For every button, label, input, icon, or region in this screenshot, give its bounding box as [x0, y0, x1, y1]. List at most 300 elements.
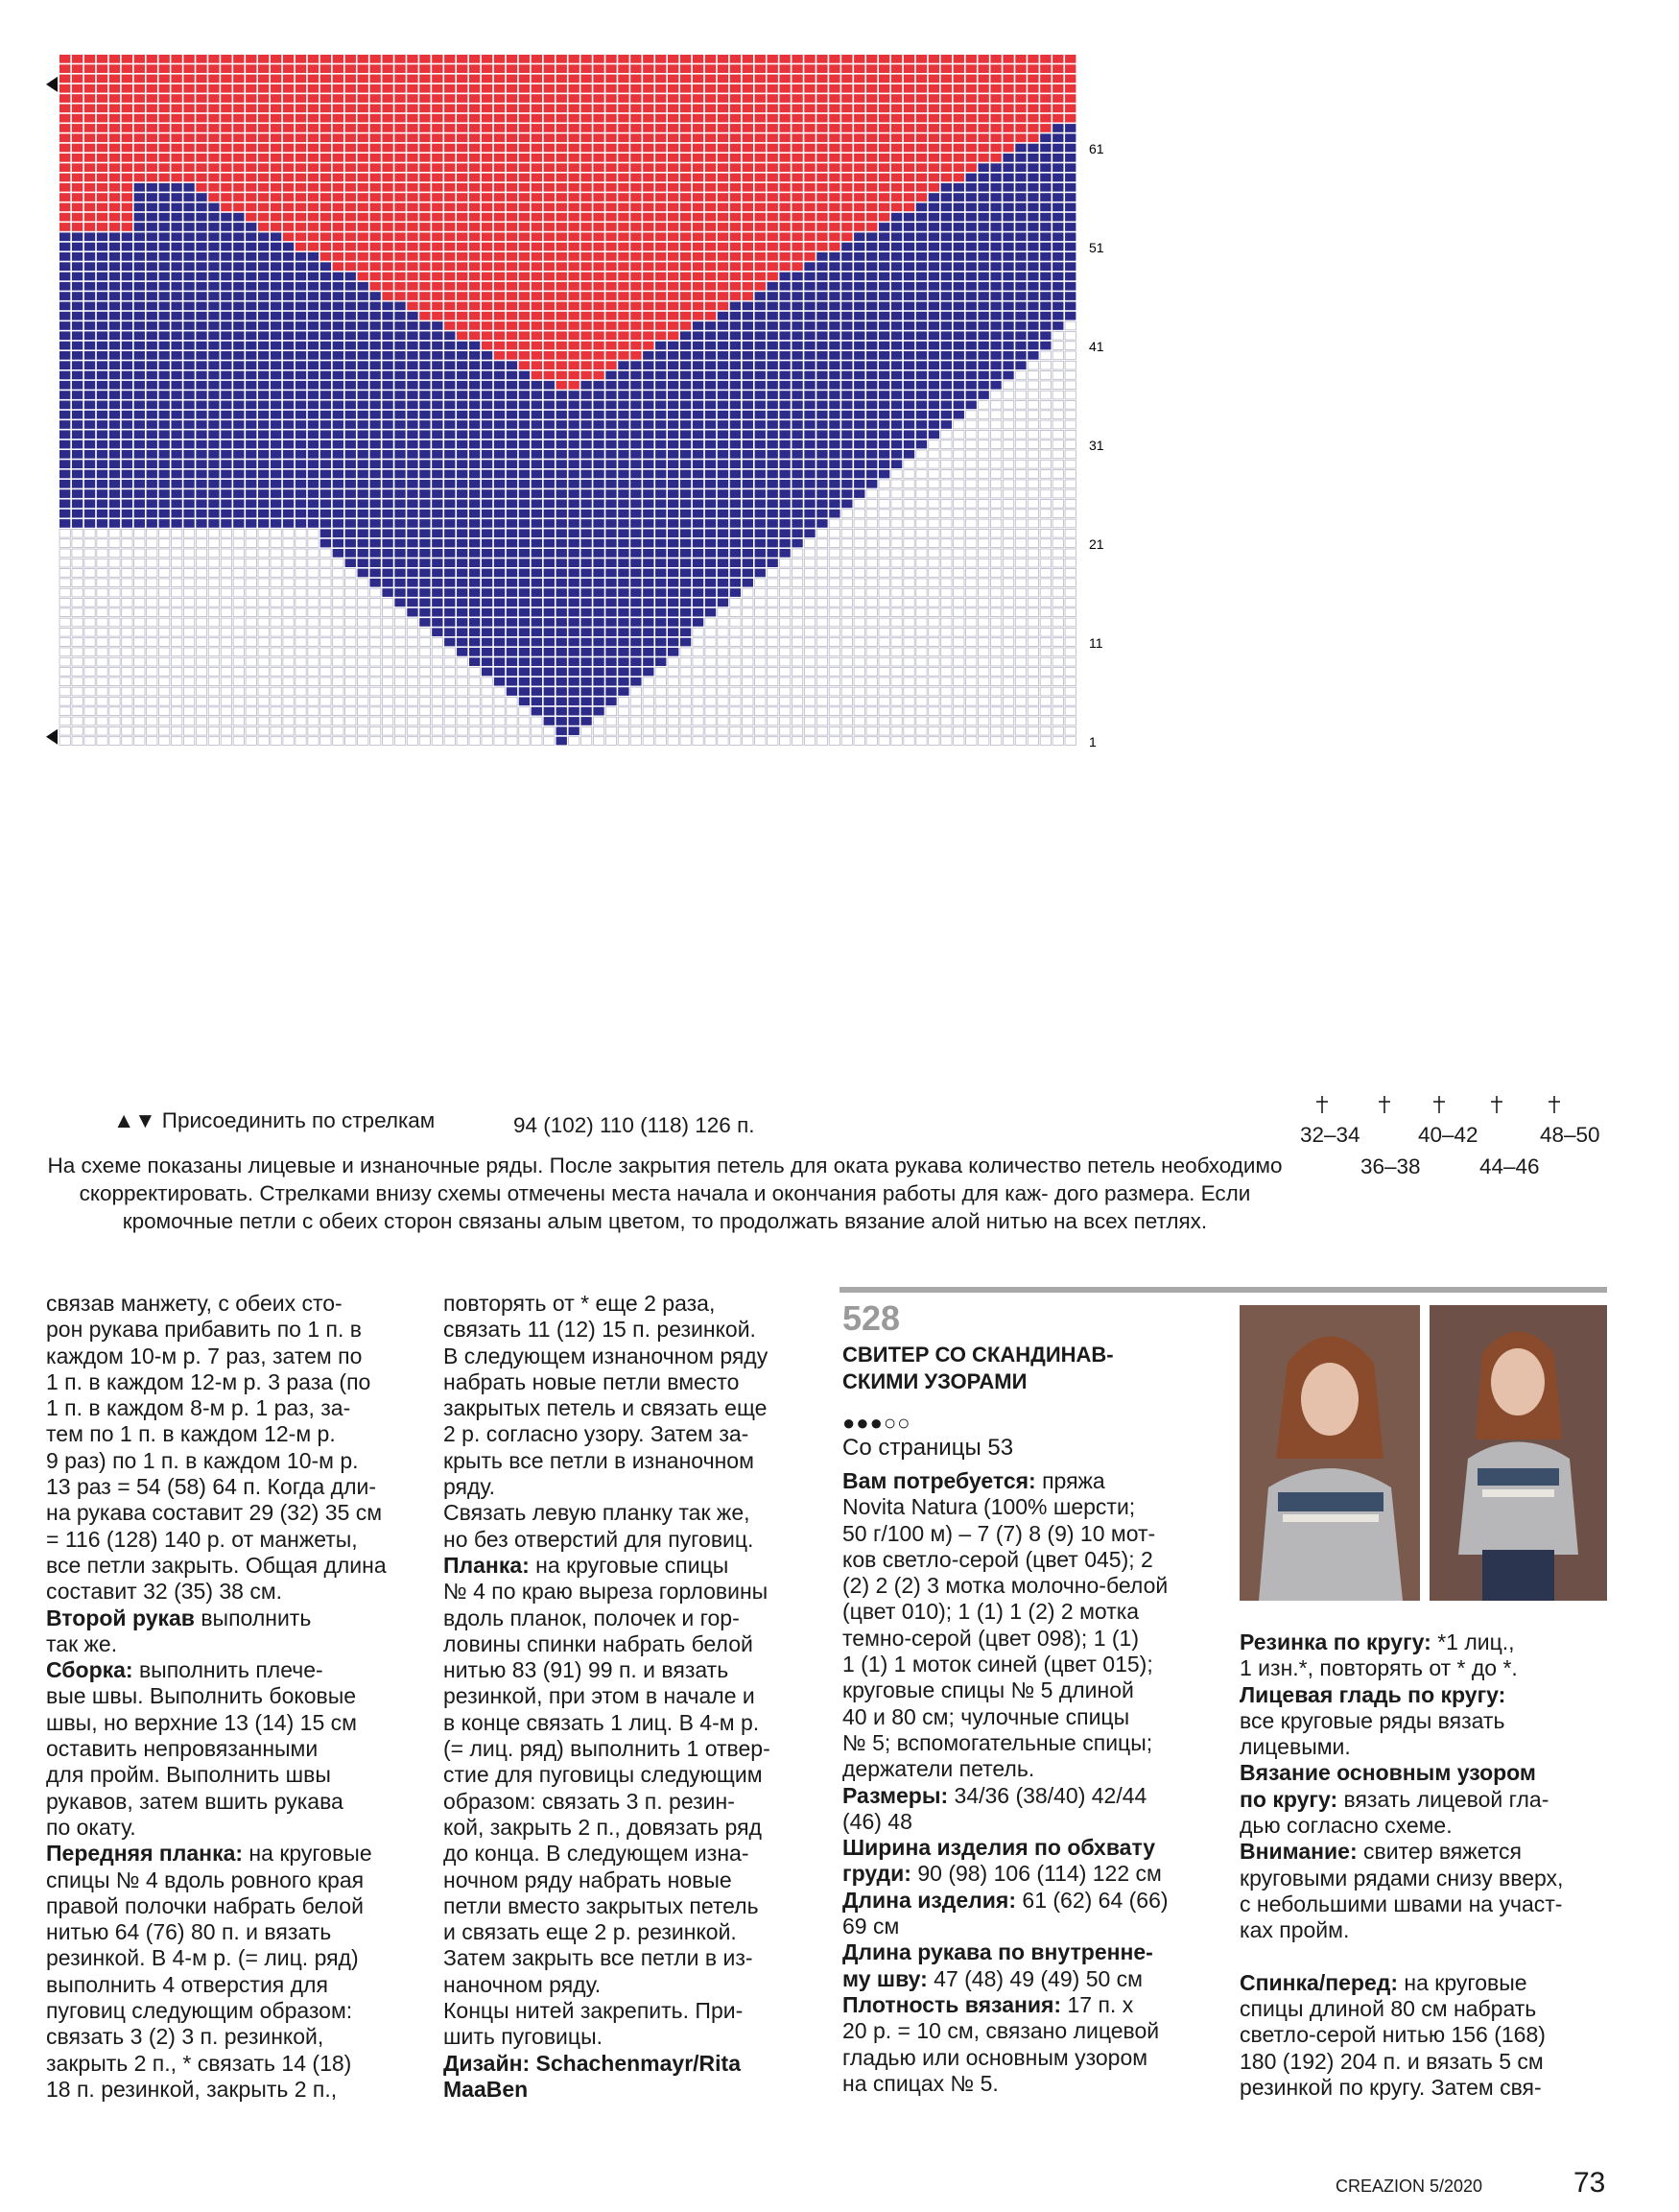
- chart-cell: [109, 262, 120, 271]
- chart-cell: [233, 579, 244, 587]
- chart-cell: [916, 411, 927, 419]
- chart-cell: [978, 529, 988, 537]
- chart-cell: [382, 569, 392, 578]
- chart-cell: [569, 420, 579, 429]
- chart-cell: [580, 232, 591, 241]
- chart-cell: [109, 391, 120, 399]
- chart-cell: [966, 163, 977, 172]
- chart-cell: [879, 539, 889, 548]
- chart-cell: [1003, 183, 1013, 192]
- chart-cell: [668, 371, 678, 380]
- chart-cell: [457, 213, 467, 222]
- chart-cell: [829, 559, 840, 567]
- chart-cell: [1003, 539, 1013, 548]
- chart-cell: [966, 203, 977, 212]
- chart-cell: [705, 539, 716, 548]
- chart-cell: [779, 262, 790, 271]
- chart-cell: [804, 608, 815, 617]
- chart-cell: [779, 94, 790, 103]
- chart-cell: [544, 549, 555, 558]
- chart-cell: [1065, 223, 1076, 231]
- chart-cell: [407, 342, 417, 350]
- chart-cell: [680, 628, 691, 636]
- chart-cell: [1015, 282, 1026, 291]
- chart-cell: [718, 133, 728, 142]
- chart-cell: [544, 262, 555, 271]
- chart-cell: [569, 450, 579, 459]
- chart-cell: [593, 510, 603, 518]
- chart-cell: [382, 510, 392, 518]
- chart-cell: [507, 262, 517, 271]
- chart-cell: [109, 55, 120, 63]
- chart-cell: [271, 411, 281, 419]
- chart-cell: [743, 510, 753, 518]
- chart-cell: [841, 391, 852, 399]
- chart-cell: [1065, 638, 1076, 647]
- chart-cell: [345, 203, 356, 212]
- chart-cell: [556, 500, 567, 509]
- chart-cell: [444, 163, 455, 172]
- chart-cell: [1040, 94, 1051, 103]
- chart-cell: [854, 174, 864, 182]
- chart-cell: [841, 599, 852, 607]
- chart-cell: [457, 163, 467, 172]
- chart-cell: [816, 608, 827, 617]
- chart-cell: [668, 351, 678, 360]
- chart-cell: [730, 391, 741, 399]
- chart-cell: [419, 282, 430, 291]
- chart-cell: [730, 84, 741, 93]
- chart-cell: [369, 529, 380, 537]
- chart-cell: [593, 144, 603, 153]
- chart-cell: [407, 114, 417, 123]
- chart-cell: [693, 342, 703, 350]
- chart-cell: [1028, 440, 1038, 449]
- chart-cell: [271, 529, 281, 537]
- chart-cell: [544, 342, 555, 350]
- chart-cell: [816, 55, 827, 63]
- chart-cell: [966, 312, 977, 321]
- chart-cell: [171, 252, 181, 261]
- chart-cell: [308, 489, 319, 498]
- chart-cell: [84, 124, 95, 132]
- chart-cell: [966, 500, 977, 509]
- chart-cell: [208, 223, 219, 231]
- chart-cell: [519, 163, 530, 172]
- chart-cell: [854, 302, 864, 311]
- chart-cell: [755, 64, 766, 73]
- chart-cell: [792, 510, 802, 518]
- chart-cell: [556, 381, 567, 390]
- chart-cell: [1052, 133, 1063, 142]
- chart-cell: [929, 163, 939, 172]
- chart-cell: [1065, 213, 1076, 222]
- chart-cell: [208, 133, 219, 142]
- chart-cell: [966, 223, 977, 231]
- chart-cell: [556, 648, 567, 656]
- chart-cell: [59, 252, 70, 261]
- chart-cell: [482, 174, 492, 182]
- chart-cell: [730, 282, 741, 291]
- chart-cell: [866, 114, 877, 123]
- chart-cell: [804, 628, 815, 636]
- chart-cell: [271, 470, 281, 479]
- chart-cell: [1028, 282, 1038, 291]
- chart-cell: [345, 391, 356, 399]
- chart-cell: [755, 549, 766, 558]
- chart-cell: [246, 114, 256, 123]
- chart-cell: [929, 124, 939, 132]
- chart-cell: [755, 114, 766, 123]
- chart-cell: [693, 133, 703, 142]
- chart-cell: [1003, 450, 1013, 459]
- chart-cell: [494, 371, 505, 380]
- chart-cell: [593, 163, 603, 172]
- chart-cell: [643, 232, 653, 241]
- chart-cell: [333, 124, 343, 132]
- chart-cell: [296, 55, 306, 63]
- chart-cell: [916, 618, 927, 627]
- chart-cell: [816, 84, 827, 93]
- chart-cell: [159, 302, 170, 311]
- chart-cell: [283, 75, 294, 83]
- chart-cell: [208, 252, 219, 261]
- chart-cell: [743, 331, 753, 340]
- chart-cell: [866, 608, 877, 617]
- chart-cell: [605, 450, 616, 459]
- chart-cell: [221, 411, 231, 419]
- chart-cell: [1028, 84, 1038, 93]
- chart-cell: [147, 342, 157, 350]
- chart-cell: [532, 430, 542, 439]
- chart-cell: [556, 282, 567, 291]
- chart-cell: [432, 243, 442, 251]
- chart-cell: [494, 94, 505, 103]
- chart-cell: [1028, 154, 1038, 162]
- chart-cell: [605, 84, 616, 93]
- chart-cell: [345, 105, 356, 113]
- chart-cell: [854, 203, 864, 212]
- chart-cell: [904, 440, 914, 449]
- chart-cell: [804, 351, 815, 360]
- chart-cell: [258, 450, 269, 459]
- chart-cell: [792, 460, 802, 468]
- chart-cell: [891, 223, 902, 231]
- chart-cell: [482, 588, 492, 597]
- chart-cell: [879, 361, 889, 369]
- chart-cell: [1040, 262, 1051, 271]
- chart-cell: [655, 608, 666, 617]
- chart-cell: [544, 608, 555, 617]
- chart-cell: [519, 133, 530, 142]
- chart-cell: [233, 549, 244, 558]
- chart-cell: [755, 569, 766, 578]
- chart-cell: [630, 510, 641, 518]
- chart-cell: [618, 440, 628, 449]
- chart-cell: [1003, 144, 1013, 153]
- chart-cell: [233, 213, 244, 222]
- chart-cell: [507, 213, 517, 222]
- chart-cell: [618, 569, 628, 578]
- chart-cell: [221, 262, 231, 271]
- chart-cell: [618, 302, 628, 311]
- chart-cell: [507, 411, 517, 419]
- chart-cell: [792, 569, 802, 578]
- chart-cell: [668, 430, 678, 439]
- chart-cell: [841, 144, 852, 153]
- chart-cell: [419, 559, 430, 567]
- chart-cell: [308, 510, 319, 518]
- chart-cell: [1065, 75, 1076, 83]
- chart-cell: [382, 94, 392, 103]
- chart-cell: [569, 163, 579, 172]
- chart-cell: [333, 500, 343, 509]
- chart-cell: [668, 282, 678, 291]
- chart-cell: [580, 588, 591, 597]
- chart-cell: [1040, 124, 1051, 132]
- chart-cell: [829, 174, 840, 182]
- chart-cell: [122, 183, 132, 192]
- chart-cell: [469, 174, 480, 182]
- chart-cell: [804, 105, 815, 113]
- chart-cell: [432, 381, 442, 390]
- chart-cell: [196, 638, 206, 647]
- chart-cell: [72, 133, 83, 142]
- chart-cell: [768, 105, 778, 113]
- chart-cell: [345, 342, 356, 350]
- chart-cell: [730, 569, 741, 578]
- chart-cell: [605, 114, 616, 123]
- chart-cell: [407, 411, 417, 419]
- chart-cell: [618, 638, 628, 647]
- chart-cell: [134, 64, 145, 73]
- chart-cell: [147, 154, 157, 162]
- chart-cell: [618, 282, 628, 291]
- chart-cell: [208, 470, 219, 479]
- chart-cell: [519, 144, 530, 153]
- chart-cell: [84, 144, 95, 153]
- chart-cell: [183, 628, 194, 636]
- chart-cell: [72, 203, 83, 212]
- chart-cell: [966, 282, 977, 291]
- chart-cell: [916, 213, 927, 222]
- chart-cell: [159, 273, 170, 281]
- chart-cell: [296, 411, 306, 419]
- chart-cell: [792, 401, 802, 410]
- chart-cell: [532, 599, 542, 607]
- chart-cell: [556, 312, 567, 321]
- chart-cell: [122, 331, 132, 340]
- chart-cell: [879, 75, 889, 83]
- chart-cell: [345, 193, 356, 202]
- chart-cell: [544, 489, 555, 498]
- chart-cell: [743, 618, 753, 627]
- chart-cell: [519, 252, 530, 261]
- chart-cell: [369, 371, 380, 380]
- chart-cell: [345, 559, 356, 567]
- chart-cell: [519, 450, 530, 459]
- chart-cell: [879, 480, 889, 488]
- chart-cell: [494, 252, 505, 261]
- chart-cell: [879, 579, 889, 587]
- chart-cell: [630, 133, 641, 142]
- chart-cell: [569, 351, 579, 360]
- chart-cell: [879, 489, 889, 498]
- chart-cell: [954, 411, 964, 419]
- chart-cell: [369, 183, 380, 192]
- chart-cell: [469, 183, 480, 192]
- chart-cell: [72, 105, 83, 113]
- chart-cell: [655, 64, 666, 73]
- chart-cell: [134, 174, 145, 182]
- chart-cell: [866, 638, 877, 647]
- chart-cell: [358, 174, 368, 182]
- chart-cell: [605, 588, 616, 597]
- chart-cell: [755, 321, 766, 330]
- chart-cell: [494, 203, 505, 212]
- chart-cell: [147, 638, 157, 647]
- chart-cell: [358, 55, 368, 63]
- chart-cell: [333, 133, 343, 142]
- chart-cell: [246, 243, 256, 251]
- chart-cell: [1040, 282, 1051, 291]
- chart-cell: [333, 75, 343, 83]
- chart-cell: [271, 114, 281, 123]
- chart-cell: [432, 183, 442, 192]
- chart-cell: [1003, 588, 1013, 597]
- chart-cell: [134, 292, 145, 300]
- chart-cell: [283, 342, 294, 350]
- chart-cell: [891, 569, 902, 578]
- chart-cell: [655, 391, 666, 399]
- chart-cell: [544, 559, 555, 567]
- chart-cell: [345, 133, 356, 142]
- chart-cell: [1052, 321, 1063, 330]
- chart-cell: [544, 500, 555, 509]
- chart-cell: [283, 223, 294, 231]
- chart-cell: [72, 232, 83, 241]
- chart-cell: [668, 618, 678, 627]
- chart-cell: [84, 75, 95, 83]
- chart-cell: [768, 144, 778, 153]
- chart-cell: [72, 460, 83, 468]
- chart-cell: [283, 64, 294, 73]
- chart-cell: [208, 75, 219, 83]
- chart-cell: [792, 213, 802, 222]
- chart-cell: [556, 243, 567, 251]
- chart-cell: [196, 549, 206, 558]
- chart-cell: [668, 105, 678, 113]
- chart-cell: [929, 569, 939, 578]
- chart-cell: [59, 599, 70, 607]
- chart-cell: [394, 262, 405, 271]
- chart-cell: [605, 213, 616, 222]
- chart-cell: [369, 401, 380, 410]
- chart-cell: [569, 559, 579, 567]
- chart-cell: [569, 203, 579, 212]
- chart-cell: [730, 252, 741, 261]
- chart-cell: [59, 64, 70, 73]
- chart-cell: [544, 252, 555, 261]
- chart-cell: [183, 342, 194, 350]
- chart-cell: [556, 588, 567, 597]
- chart-cell: [966, 351, 977, 360]
- chart-cell: [122, 420, 132, 429]
- chart-cell: [246, 94, 256, 103]
- chart-cell: [854, 450, 864, 459]
- chart-cell: [978, 232, 988, 241]
- chart-cell: [841, 371, 852, 380]
- chart-cell: [829, 105, 840, 113]
- chart-cell: [593, 262, 603, 271]
- chart-cell: [494, 114, 505, 123]
- chart-cell: [792, 608, 802, 617]
- chart-cell: [72, 252, 83, 261]
- chart-cell: [221, 273, 231, 281]
- chart-cell: [705, 480, 716, 488]
- chart-cell: [556, 618, 567, 627]
- chart-cell: [655, 588, 666, 597]
- chart-cell: [419, 75, 430, 83]
- chart-cell: [966, 371, 977, 380]
- chart-cell: [630, 519, 641, 528]
- chart-cell: [816, 549, 827, 558]
- chart-cell: [122, 105, 132, 113]
- chart-cell: [1028, 500, 1038, 509]
- chart-cell: [1040, 450, 1051, 459]
- chart-cell: [618, 133, 628, 142]
- chart-cell: [183, 371, 194, 380]
- chart-cell: [854, 55, 864, 63]
- chart-cell: [444, 213, 455, 222]
- chart-cell: [743, 292, 753, 300]
- chart-cell: [221, 430, 231, 439]
- chart-cell: [369, 64, 380, 73]
- chart-cell: [668, 55, 678, 63]
- chart-cell: [221, 203, 231, 212]
- chart-cell: [593, 64, 603, 73]
- chart-cell: [556, 411, 567, 419]
- chart-cell: [457, 411, 467, 419]
- chart-cell: [419, 420, 430, 429]
- chart-cell: [829, 223, 840, 231]
- chart-cell: [296, 480, 306, 488]
- chart-cell: [705, 223, 716, 231]
- chart-cell: [432, 559, 442, 567]
- chart-cell: [643, 420, 653, 429]
- chart-cell: [593, 105, 603, 113]
- chart-cell: [494, 193, 505, 202]
- chart-cell: [134, 213, 145, 222]
- chart-cell: [1040, 588, 1051, 597]
- chart-cell: [171, 321, 181, 330]
- chart-cell: [680, 579, 691, 587]
- chart-cell: [171, 193, 181, 202]
- chart-cell: [891, 440, 902, 449]
- chart-cell: [768, 371, 778, 380]
- chart-cell: [705, 331, 716, 340]
- chart-cell: [929, 489, 939, 498]
- chart-cell: [308, 529, 319, 537]
- chart-cell: [755, 638, 766, 647]
- chart-cell: [668, 342, 678, 350]
- chart-cell: [444, 608, 455, 617]
- chart-cell: [556, 273, 567, 281]
- chart-cell: [816, 430, 827, 439]
- chart-cell: [643, 203, 653, 212]
- chart-cell: [1015, 342, 1026, 350]
- chart-cell: [271, 302, 281, 311]
